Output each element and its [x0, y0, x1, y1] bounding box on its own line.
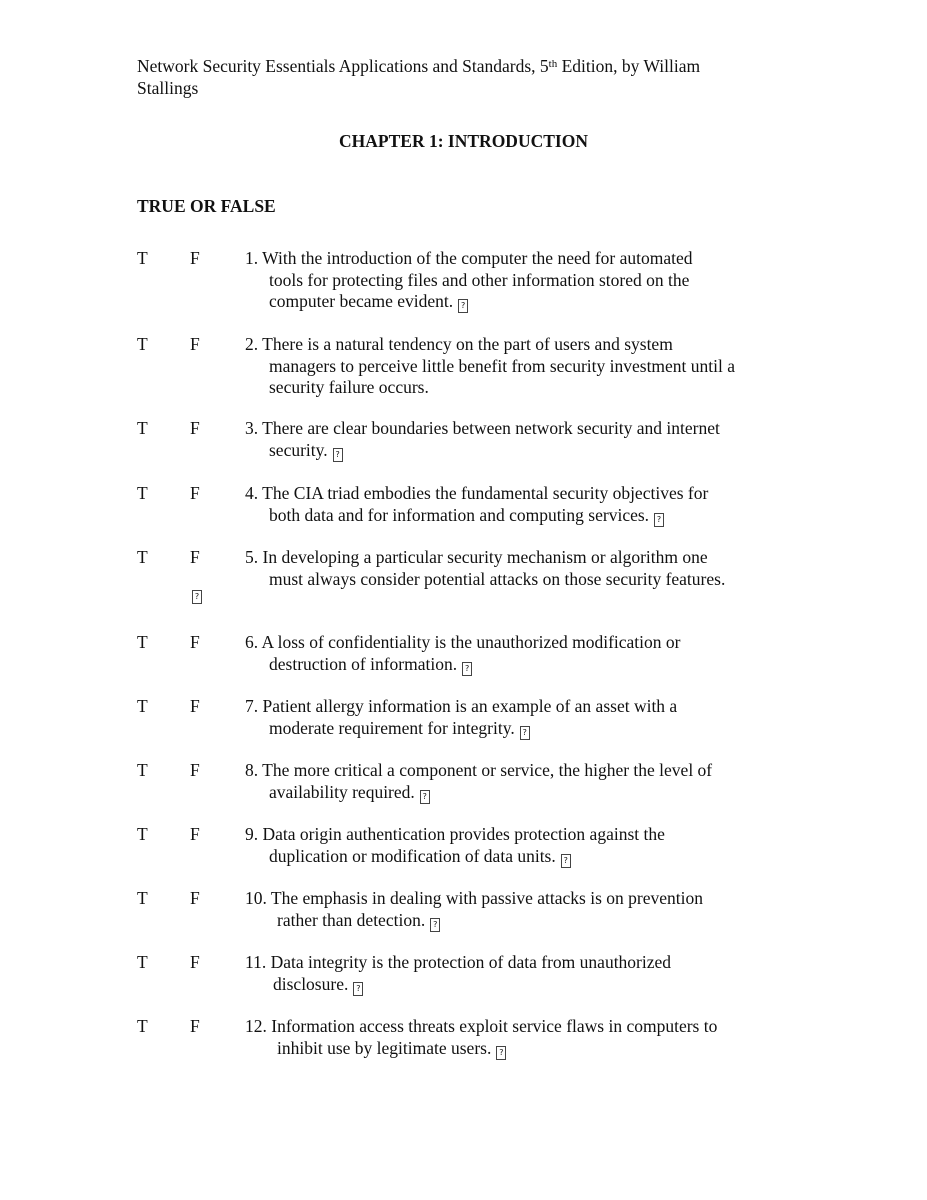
false-option[interactable]: F	[190, 824, 200, 844]
missing-glyph-icon: ?	[654, 513, 664, 527]
missing-glyph-icon: ?	[496, 1046, 506, 1060]
missing-glyph-icon: ?	[333, 448, 343, 462]
question-text	[245, 547, 825, 590]
document-header	[137, 56, 777, 99]
question-line: 5. In developing a particular security mechanism or algorithm one	[245, 547, 708, 567]
header-title: Network Security Essentials Applications and Standards, 5th Edition, by William	[137, 56, 701, 76]
false-option[interactable]: F	[190, 248, 200, 268]
false-option[interactable]: F	[190, 632, 200, 652]
question-line: computer became evident. ?	[245, 291, 825, 313]
question-text	[245, 760, 825, 804]
question-line: 12. Information access threats exploit service flaws in computers to	[245, 1016, 718, 1036]
question-line: availability required. ?	[245, 782, 825, 804]
false-option[interactable]: F	[190, 952, 200, 972]
question-text	[245, 888, 825, 932]
question-line: 10. The emphasis in dealing with passive attacks is on prevention	[245, 888, 703, 908]
true-option[interactable]: T	[137, 483, 148, 503]
question-line: 7. Patient allergy information is an example of an asset with a	[245, 696, 678, 716]
question-line: managers to perceive little benefit from security investment until a	[269, 355, 736, 376]
true-option[interactable]: T	[137, 760, 148, 780]
question-line: 8. The more critical a component or service, the higher the level of	[245, 760, 713, 780]
question-line: 11. Data integrity is the protection of data from unauthorized	[245, 952, 672, 972]
true-option[interactable]: T	[137, 696, 148, 716]
false-option[interactable]: F	[190, 483, 200, 503]
question-text	[245, 418, 825, 462]
question-line: disclosure. ?	[245, 974, 825, 996]
question-text	[245, 952, 825, 996]
question-text	[245, 248, 825, 313]
missing-glyph-icon: ?	[430, 918, 440, 932]
question-line: inhibit use by legitimate users. ?	[245, 1038, 825, 1060]
question-line: moderate requirement for integrity. ?	[245, 718, 825, 740]
question-line: security. ?	[245, 440, 825, 462]
question-line: 9. Data origin authentication provides protection against the	[245, 824, 665, 844]
question-line: must always consider potential attacks on those security features.	[269, 568, 726, 589]
missing-glyph-icon: ?	[353, 982, 363, 996]
header-title-line2: Stallings	[137, 77, 199, 98]
missing-glyph-icon: ?	[561, 854, 571, 868]
true-option[interactable]: T	[137, 824, 148, 844]
true-option[interactable]: T	[137, 1016, 148, 1036]
true-option[interactable]: T	[137, 632, 148, 652]
question-line: both data and for information and computing services. ?	[245, 505, 825, 527]
true-option[interactable]: T	[137, 952, 148, 972]
question-text	[245, 1016, 825, 1060]
question-line: 2. There is a natural tendency on the part of users and system	[245, 334, 673, 354]
question-text	[245, 696, 825, 740]
question-line: duplication or modification of data units. ?	[245, 846, 825, 868]
question-line: destruction of information. ?	[245, 654, 825, 676]
false-option[interactable]: F	[190, 696, 200, 716]
missing-glyph-icon: ?	[192, 590, 202, 604]
section-title: TRUE OR FALSE	[137, 196, 276, 216]
false-option[interactable]: F	[190, 1016, 200, 1036]
question-text	[245, 483, 825, 527]
question-line: security failure occurs.	[269, 377, 429, 397]
missing-glyph-icon: ?	[520, 726, 530, 740]
question-line: 1. With the introduction of the computer the need for automated	[245, 248, 693, 268]
true-option[interactable]: T	[137, 418, 148, 438]
false-option[interactable]: F	[190, 334, 200, 354]
question-line: 4. The CIA triad embodies the fundamental security objectives for	[245, 483, 709, 503]
missing-glyph-icon: ?	[462, 662, 472, 676]
true-option[interactable]: T	[137, 248, 148, 268]
question-text	[245, 334, 825, 399]
question-line: rather than detection. ?	[245, 910, 825, 932]
true-option[interactable]: T	[137, 888, 148, 908]
missing-glyph-icon: ?	[458, 299, 468, 313]
false-option[interactable]: F	[190, 418, 200, 438]
question-line: 6. A loss of confidentiality is the unauthorized modification or	[245, 632, 681, 652]
true-option[interactable]: T	[137, 547, 148, 567]
false-option[interactable]: F	[190, 547, 200, 567]
question-text	[245, 824, 825, 868]
false-option[interactable]: F	[190, 760, 200, 780]
true-option[interactable]: T	[137, 334, 148, 354]
question-text	[245, 632, 825, 676]
false-option[interactable]: F	[190, 888, 200, 908]
missing-glyph-icon: ?	[420, 790, 430, 804]
chapter-title: CHAPTER 1: INTRODUCTION	[339, 131, 588, 151]
question-line: 3. There are clear boundaries between network security and internet	[245, 418, 720, 438]
question-line: tools for protecting files and other information stored on the	[269, 269, 690, 290]
